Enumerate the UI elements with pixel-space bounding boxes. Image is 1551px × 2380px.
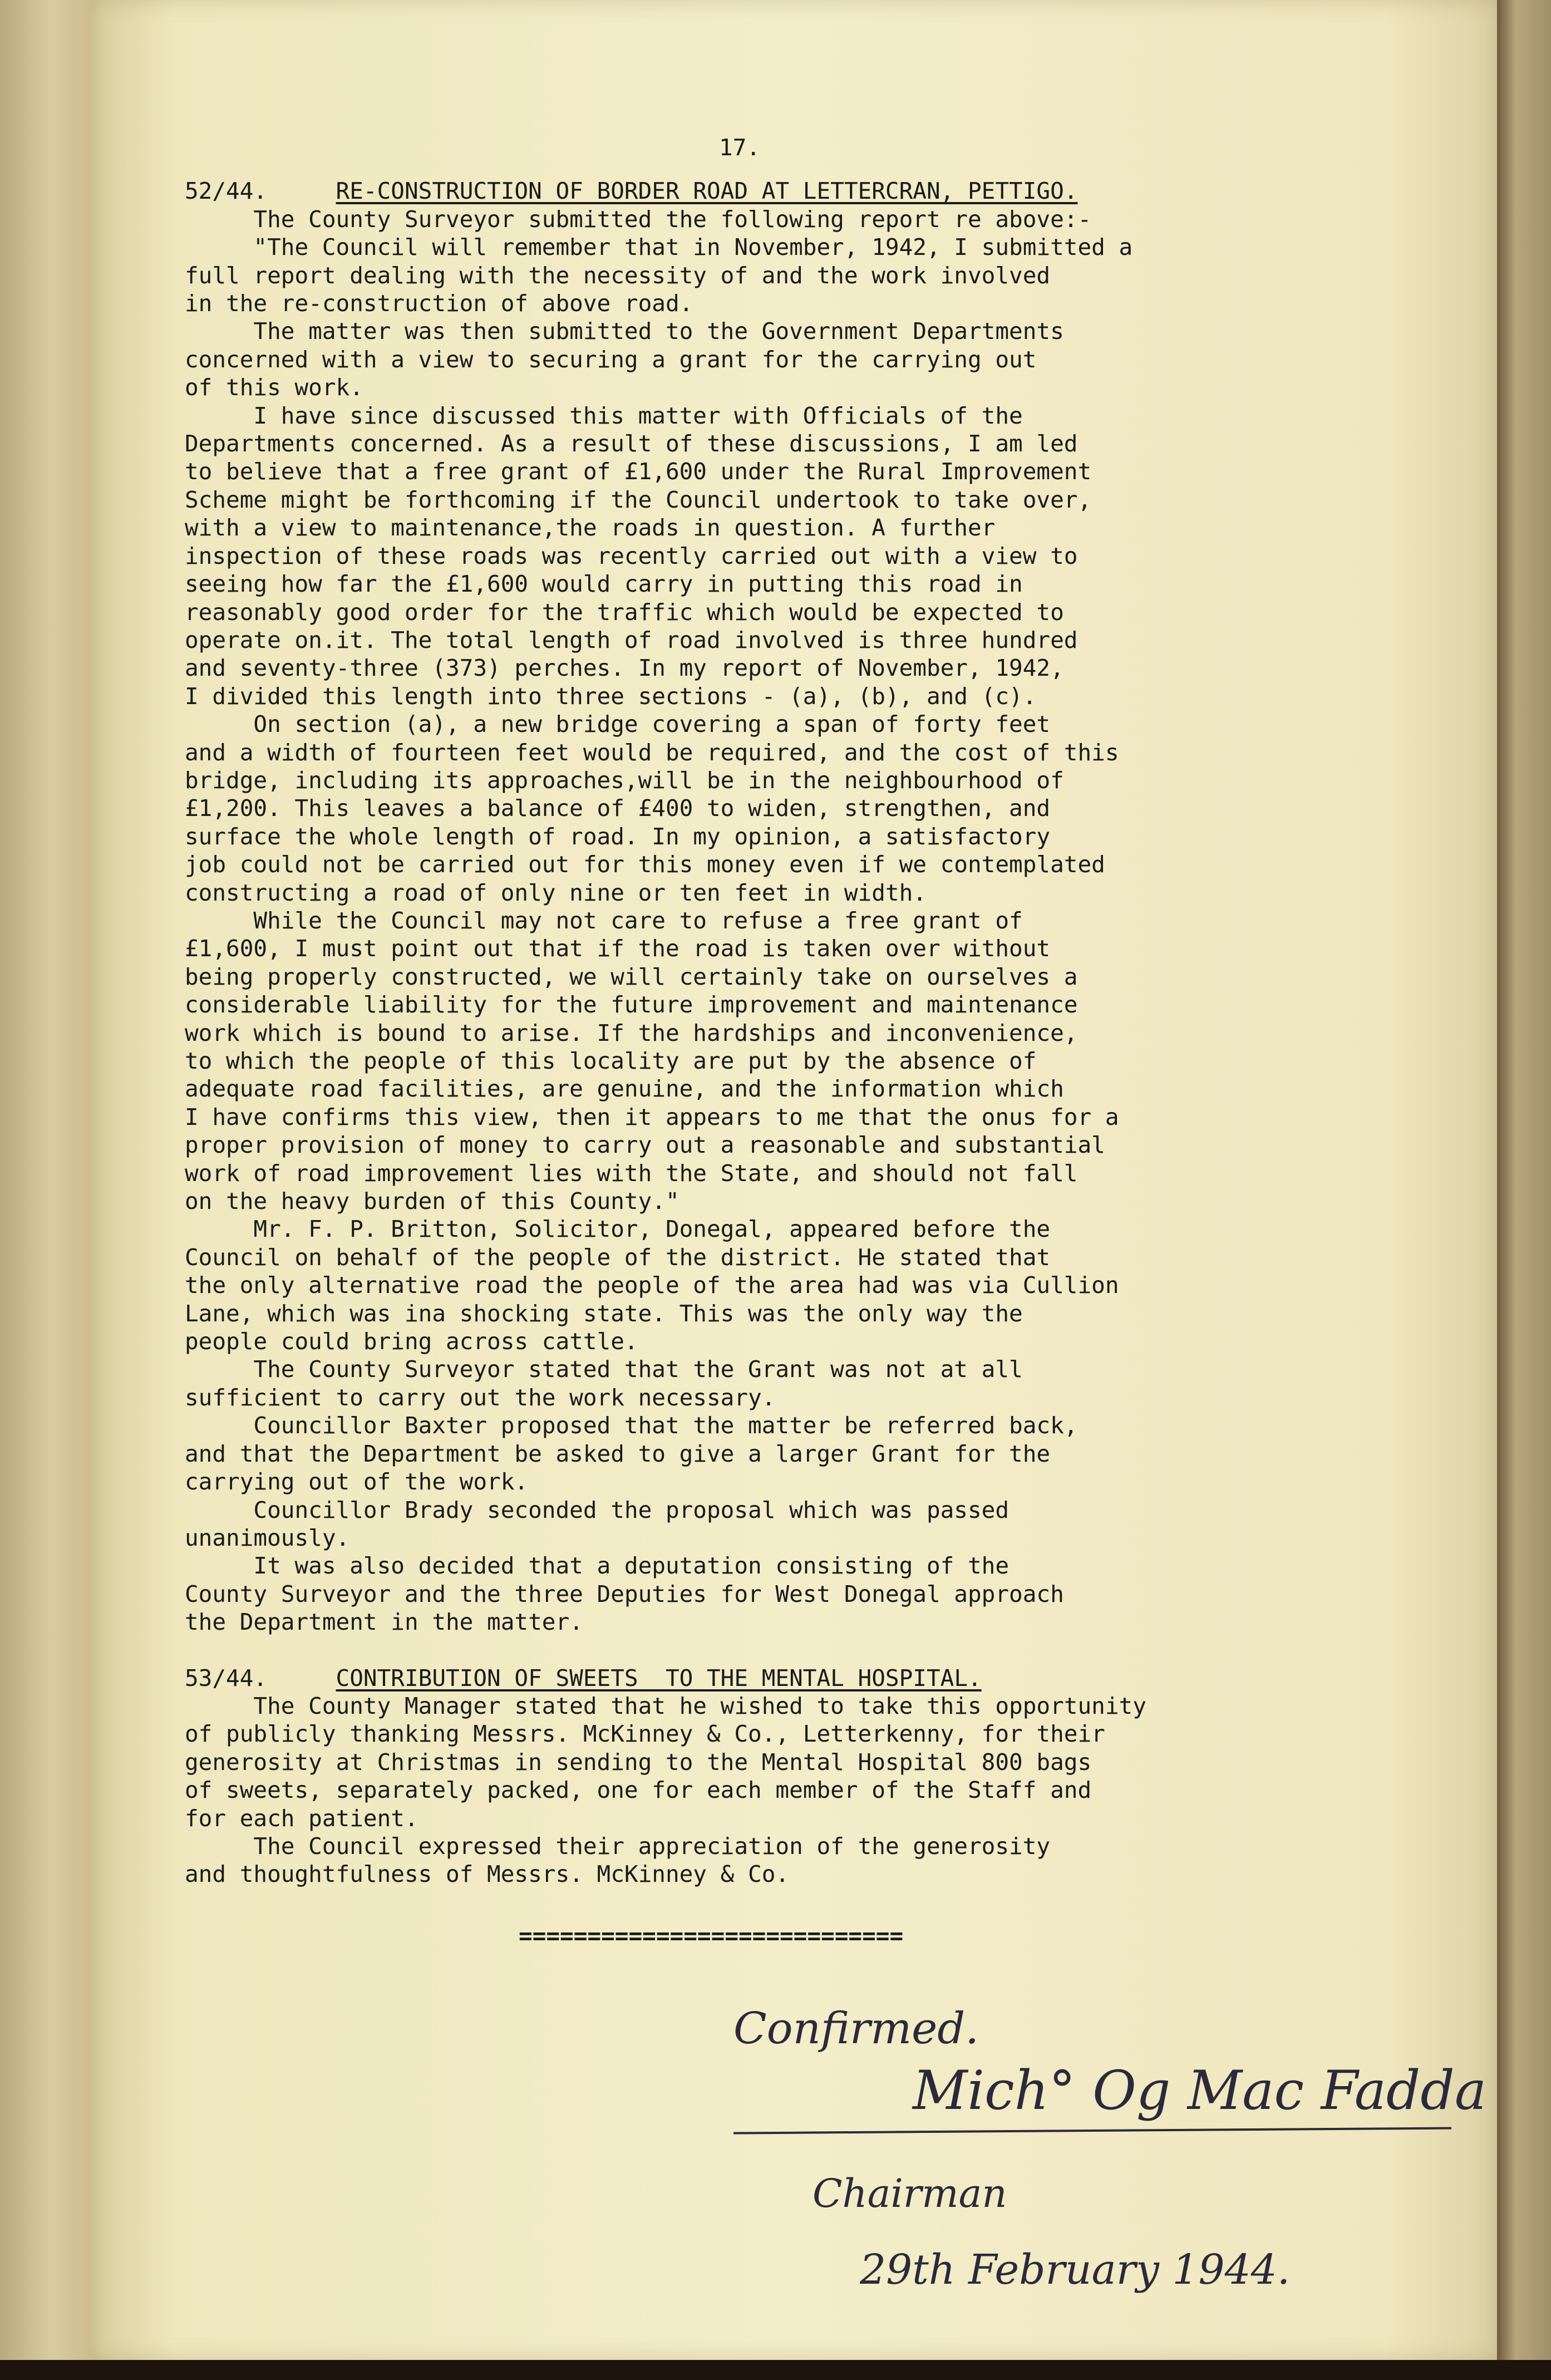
text-line: "The Council will remember that in November, 1942, I submitted a: [185, 234, 1133, 261]
text-line: reasonably good order for the traffic which would be expected to: [185, 598, 1064, 626]
text-line: full report dealing with the necessity of and the work involved: [185, 262, 1051, 289]
text-line: people could bring across cattle.: [185, 1328, 638, 1355]
text-line: The County Manager stated that he wished to take this opportunity: [185, 1692, 1146, 1719]
text-line: The County Surveyor stated that the Grant was not at all: [185, 1356, 1023, 1383]
minute-53-title: CONTRIBUTION OF SWEETS TO THE MENTAL HOSPITAL.: [336, 1664, 982, 1691]
text-line: The Council expressed their appreciation of the generosity: [185, 1832, 1051, 1860]
minute-52-title: RE-CONSTRUCTION OF BORDER ROAD AT LETTERCRAN, PETTIGO.: [336, 178, 1078, 205]
text-line: to which the people of this locality are put by the absence of: [185, 1048, 1037, 1074]
text-line: and seventy-three (373) perches. In my report of November, 1942,: [185, 655, 1064, 682]
text-line: The County Surveyor submitted the following report re above:-: [185, 205, 1092, 233]
text-line: job could not be carried out for this money even if we contemplated: [185, 851, 1105, 878]
text-line: the only alternative road the people of the area had was via Cullion: [185, 1272, 1119, 1299]
text-line: Lane, which was ina shocking state. This was the only way the: [185, 1300, 1023, 1327]
text-line: constructing a road of only nine or ten feet in width.: [185, 879, 927, 906]
date-handwriting: 29th February 1944.: [860, 2246, 1291, 2294]
book-binding: [0, 0, 92, 2380]
text-line: It was also decided that a deputation consisting of the: [185, 1552, 1010, 1580]
text-line: surface the whole length of road. In my opinion, a satisfactory: [185, 823, 1051, 850]
text-line: The matter was then submitted to the Government Departments: [185, 318, 1064, 345]
text-line: Councillor Brady seconded the proposal which was passed: [185, 1496, 1010, 1523]
text-line: concerned with a view to securing a grant for the carrying out: [185, 346, 1037, 373]
text-line: £1,600, I must point out that if the road is taken over without: [185, 935, 1051, 962]
text-line: on the heavy burden of this County.": [185, 1188, 680, 1215]
text-line: for each patient.: [185, 1804, 418, 1832]
text-line: I have since discussed this matter with Officials of the: [185, 402, 1023, 429]
text-line: carrying out of the work.: [185, 1468, 529, 1496]
text-line: and that the Department be asked to give a larger Grant for the: [185, 1440, 1051, 1467]
divider-line: ============================: [519, 1922, 904, 1949]
text-line: I divided this length into three sections - (a), (b), and (c).: [185, 682, 1037, 710]
text-line: inspection of these roads was recently carried out with a view to: [185, 542, 1078, 569]
text-line: Departments concerned. As a result of these discussions, I am led: [185, 430, 1078, 458]
text-line: of this work.: [185, 374, 363, 401]
minute-53-number: 53/44.: [185, 1664, 268, 1691]
text-line: unanimously.: [185, 1524, 350, 1551]
text-line: £1,200. This leaves a balance of £400 to widen, strengthen, and: [185, 795, 1051, 822]
text-line: Councillor Baxter proposed that the matter be referred back,: [185, 1412, 1078, 1439]
text-line: with a view to maintenance,the roads in question. A further: [185, 514, 996, 542]
text-line: operate on.it. The total length of road involved is three hundred: [185, 626, 1078, 653]
minute-52-body: [185, 205, 1409, 1636]
bottom-band: [0, 2360, 1551, 2380]
text-line: of sweets, separately packed, one for each member of the Staff and: [185, 1777, 1092, 1804]
minute-52-heading: [185, 177, 1409, 205]
text-line: While the Council may not care to refuse a free grant of: [185, 907, 1023, 934]
text-line: work of road improvement lies with the State, and should not fall: [185, 1159, 1078, 1187]
chairman-title-handwriting: Chairman: [813, 2171, 1007, 2216]
text-line: work which is bound to arise. If the hardships and inconvenience,: [185, 1019, 1078, 1046]
text-line: being properly constructed, we will certainly take on ourselves a: [185, 963, 1078, 990]
section-gap: [185, 1636, 1409, 1664]
chairman-signature: Mich° Og Mac Fadda: [913, 2059, 1487, 2122]
text-line: proper provision of money to carry out a reasonable and substantial: [185, 1132, 1105, 1159]
text-line: sufficient to carry out the work necessary.: [185, 1384, 776, 1411]
text-line: Mr. F. P. Britton, Solicitor, Donegal, appeared before the: [185, 1216, 1051, 1243]
text-line: County Surveyor and the three Deputies for West Donegal approach: [185, 1580, 1064, 1607]
text-line: Scheme might be forthcoming if the Council undertook to take over,: [185, 486, 1092, 513]
text-line: I have confirms this view, then it appears to me that the onus for a: [185, 1103, 1119, 1130]
text-line: of publicly thanking Messrs. McKinney & Co., Letterkenny, for their: [185, 1720, 1105, 1748]
text-line: On section (a), a new bridge covering a span of forty feet: [185, 711, 1051, 738]
minute-53-heading: [185, 1664, 1409, 1692]
text-line: Council on behalf of the people of the district. He stated that: [185, 1243, 1051, 1271]
text-line: the Department in the matter.: [185, 1609, 583, 1636]
minute-53-body: [185, 1692, 1409, 1889]
text-line: seeing how far the £1,600 would carry in putting this road in: [185, 571, 1023, 598]
text-line: in the re-construction of above road.: [185, 290, 693, 317]
text-line: considerable liability for the future improvement and maintenance: [185, 991, 1078, 1019]
text-line: bridge, including its approaches,will be in the neighbourhood of: [185, 766, 1064, 794]
text-line: and a width of fourteen feet would be required, and the cost of this: [185, 739, 1119, 766]
typed-minutes: [185, 134, 1409, 1950]
text-line: and thoughtfulness of Messrs. McKinney & Co.: [185, 1861, 790, 1888]
text-line: adequate road facilities, are genuine, and the information which: [185, 1075, 1064, 1103]
text-line: to believe that a free grant of £1,600 under the Rural Improvement: [185, 458, 1092, 485]
confirmed-handwriting: Confirmed.: [733, 2004, 979, 2054]
page-number: 17.: [719, 134, 761, 161]
minute-52-number: 52/44.: [185, 178, 268, 205]
text-line: generosity at Christmas in sending to the Mental Hospital 800 bags: [185, 1748, 1092, 1776]
page-edge: [1497, 0, 1551, 2380]
